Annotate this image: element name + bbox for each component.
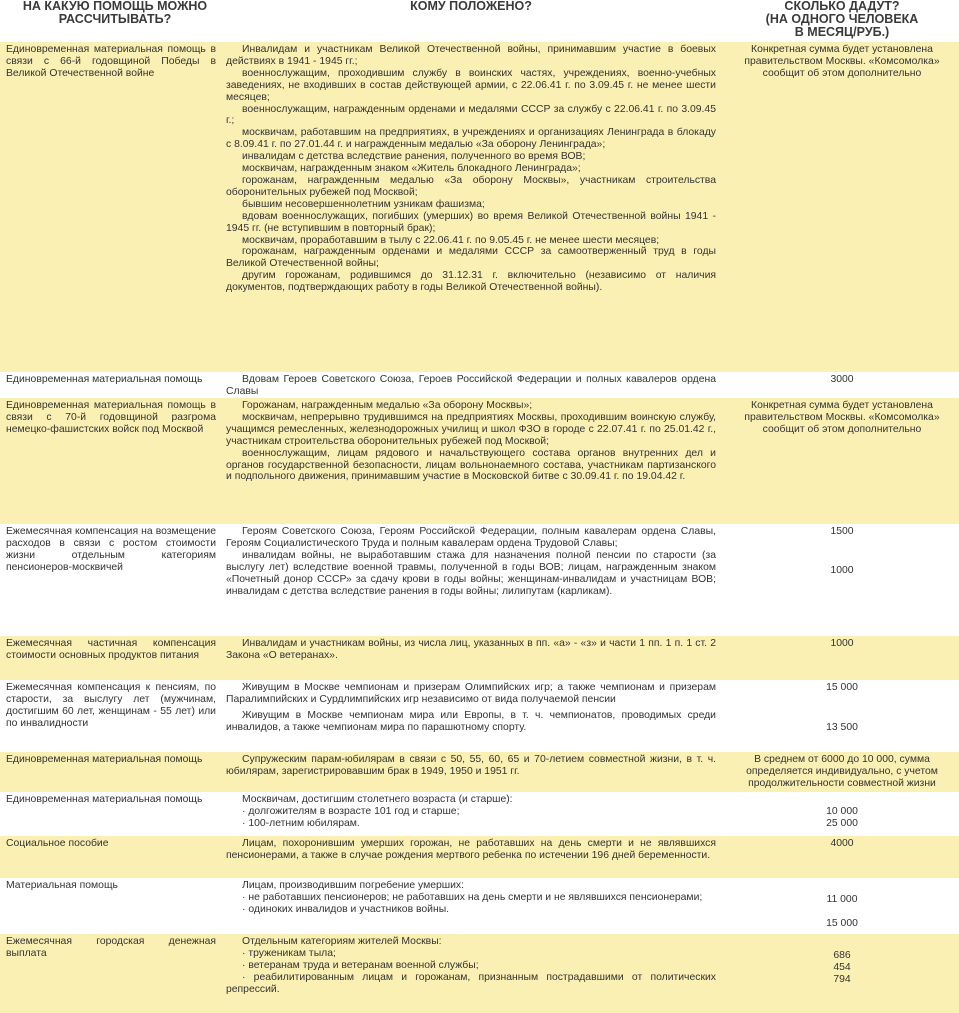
table-row	[0, 524, 959, 636]
who-cell: Лицам, похоронившим умерших горожан, не работавших на день смерти и не являвшихся пенсионерами, а также в случае рождения мертвого ребенка по истечении 196 дней беременности.	[226, 838, 716, 861]
amount-cell: 4000	[830, 838, 854, 849]
table-row	[0, 934, 959, 1013]
amount-cell: 686 454 794	[833, 950, 851, 985]
amount-cell: 11 000 15 000	[826, 894, 858, 929]
header-who: КОМУ ПОЛОЖЕНО?	[410, 0, 532, 13]
amount-cell: 15 000 13 500	[826, 682, 858, 733]
amount-cell: Конкретная сумма будет установлена правительством Москвы. «Комсомолка» сообщит об этом дополнительно	[744, 400, 940, 435]
table-row	[0, 398, 959, 524]
who-cell: Вдовам Героев Советского Союза, Героев Российской Федерации и полных кавалеров ордена Славы	[226, 374, 716, 397]
help-cell: Единовременная материальная помощь в связи с 70-й годовщиной разгрома немецко-фашистских войск под Москвой	[6, 400, 216, 435]
who-cell: Отдельным категориям жителей Москвы: · труженикам тыла; · ветеранам труда и ветеранам военной службы; · реабилитированным лицам и горожанам, признанным пострадавшими от политических репрессий.	[226, 936, 716, 995]
table-row	[0, 636, 959, 680]
header-amount: СКОЛЬКО ДАДУТ? (НА ОДНОГО ЧЕЛОВЕКА В МЕСЯЦ/РУБ.)	[765, 0, 919, 39]
who-cell: Живущим в Москве чемпионам и призерам Олимпийских игр; а также чемпионам и призерам Паралимпийских и Сурдлимпийских игр независимо от вида получаемой пенсии Живущим в Москве чемпионам мира или Европы, в т. ч. чемпионатов, проводимых среди инвалидов, а также чемпионам мира по парашютному спорту.	[226, 682, 716, 733]
who-cell: Лицам, производившим погребение умерших: · не работавших пенсионеров; не работавших на день смерти и не являвшихся пенсионерами; · одиноких инвалидов и участников войны.	[242, 880, 703, 915]
who-cell: Инвалидам и участникам Великой Отечественной войны, принимавшим участие в боевых действиях в 1941 - 1945 гг.; военнослужащим, проходившим службу в воинских частях, учреждениях, военно-учебных заведениях, не входивших в состав действующей армии, с 22.06.41 г. по 3.09.45 г. не менее шести месяцев; военнослужащим, награжденным орденами и медалями СССР за службу с 22.06.41 г. по 3.09.45 г.; москвичам, работавшим на предприятиях, в учреждениях и организациях Ленинграда в блокаду с 8.09.41 г. по 27.01.44 г. и награжденным медалью «За оборону Ленинграда»; инвалидам с детства вследствие ранения, полученного во время ВОВ; москвичам, награжденным знаком «Житель блокадного Ленинграда»; горожанам, награжденным медалью «За оборону Москвы», участникам строительства оборонительных рубежей под Москвой; бывшим несовершеннолетним узникам фашизма; вдовам военнослужащих, погибших (умерших) во время Великой Отечественной войны 1941 - 1945 гг. (не вступившим в повторный брак); москвичам, проработавшим в тылу с 22.06.41 г. по 9.05.45 г. не менее шести месяцев; горожанам, награжденным орденами и медалями СССР за самоотверженный труд в годы Великой Отечественной войны; другим горожанам, родившимся до 31.12.31 г. включительно (независимо от наличия документов, подтверждающих работу в годы Великой Отечественной войны).	[226, 44, 716, 294]
help-cell: Единовременная материальная помощь в связи с 66-й годовщиной Победы в Великой Отечественной войне	[6, 44, 216, 79]
table-row	[0, 878, 959, 934]
who-cell: Горожанам, награжденным медалью «За оборону Москвы»; москвичам, непрерывно трудившимся на предприятиях Москвы, проходившим воинскую службу, учащимся ремесленных, железнодорожных училищ и школ ФЗО в городе с 22.07.41 г. по 25.01.42 г., участникам строительства оборонительных рубежей под Москвой; военнослужащим, лицам рядового и начальствующего состава органов внутренних дел и органов государственной безопасности, лицам вольнонаемного состава, участникам партизанского и подпольного движения, принимавшим участие в Московской битве с 30.09.41 г. по 19.04.42 г.	[226, 400, 716, 483]
amount-cell: 1500 1000	[830, 526, 854, 576]
table-row	[0, 836, 959, 878]
amount-cell: Конкретная сумма будет установлена правительством Москвы. «Комсомолка» сообщит об этом дополнительно	[744, 44, 940, 79]
help-cell: Ежемесячная частичная компенсация стоимости основных продуктов питания	[6, 638, 216, 661]
who-cell: Супружеским парам-юбилярам в связи с 50, 55, 60, 65 и 70-летием совместной жизни, в т. ч. юбилярам, зарегистрировавшим брак в 1949, 1950 и 1951 гг.	[226, 754, 716, 777]
help-cell: Единовременная материальная помощь	[6, 794, 203, 805]
header-help: НА КАКУЮ ПОМОЩЬ МОЖНО РАССЧИТЫВАТЬ?	[22, 0, 208, 26]
amount-cell: 10 000 25 000	[826, 806, 858, 829]
amount-cell: 1000	[830, 638, 854, 649]
amount-cell: 3000	[830, 374, 854, 385]
table-row	[0, 372, 959, 398]
table-row	[0, 752, 959, 792]
help-cell: Социальное пособие	[6, 838, 109, 849]
table-row	[0, 792, 959, 836]
who-cell: Героям Советского Союза, Героям Российской Федерации, полным кавалерам ордена Славы, Героям Социалистического Труда и полным кавалерам ордена Трудовой Славы; инвалидам войны, не выработавшим стажа для назначения полной пенсии по старости (за выслугу лет) вследствие военной травмы, полученной в годы ВОВ; лицам, награжденным знаком «Почетный донор СССР» за сдачу крови в годы войны; женщинам-инвалидам и участницам ВОВ; инвалидам с детства вследствие ранения в годы войны; лилипутам (карликам).	[226, 526, 716, 597]
who-cell: Москвичам, достигшим столетнего возраста (и старше): · долгожителям в возрасте 101 год и старше; · 100-летним юбилярам.	[242, 794, 513, 829]
help-cell: Ежемесячная компенсация на возмещение расходов в связи с ростом стоимости жизни отдельным категориям пенсионеров-москвичей	[6, 526, 216, 573]
help-cell: Материальная помощь	[6, 880, 118, 891]
table-row	[0, 42, 959, 372]
who-cell: Инвалидам и участникам войны, из числа лиц, указанных в пп. «а» - «з» и части 1 пп. 1 п. 1 ст. 2 Закона «О ветеранах».	[226, 638, 716, 661]
table-row	[0, 680, 959, 752]
help-cell: Ежемесячная компенсация к пенсиям, по старости, за выслугу лет (мужчинам, достигшим 60 лет, женщинам - 55 лет) или по инвалидности	[6, 682, 216, 729]
amount-cell: В среднем от 6000 до 10 000, сумма определяется индивидуально, с учетом продолжительности совместной жизни	[746, 754, 938, 789]
help-cell: Единовременная материальная помощь	[6, 374, 203, 385]
help-cell: Ежемесячная городская денежная выплата	[6, 936, 216, 959]
help-cell: Единовременная материальная помощь	[6, 754, 203, 765]
